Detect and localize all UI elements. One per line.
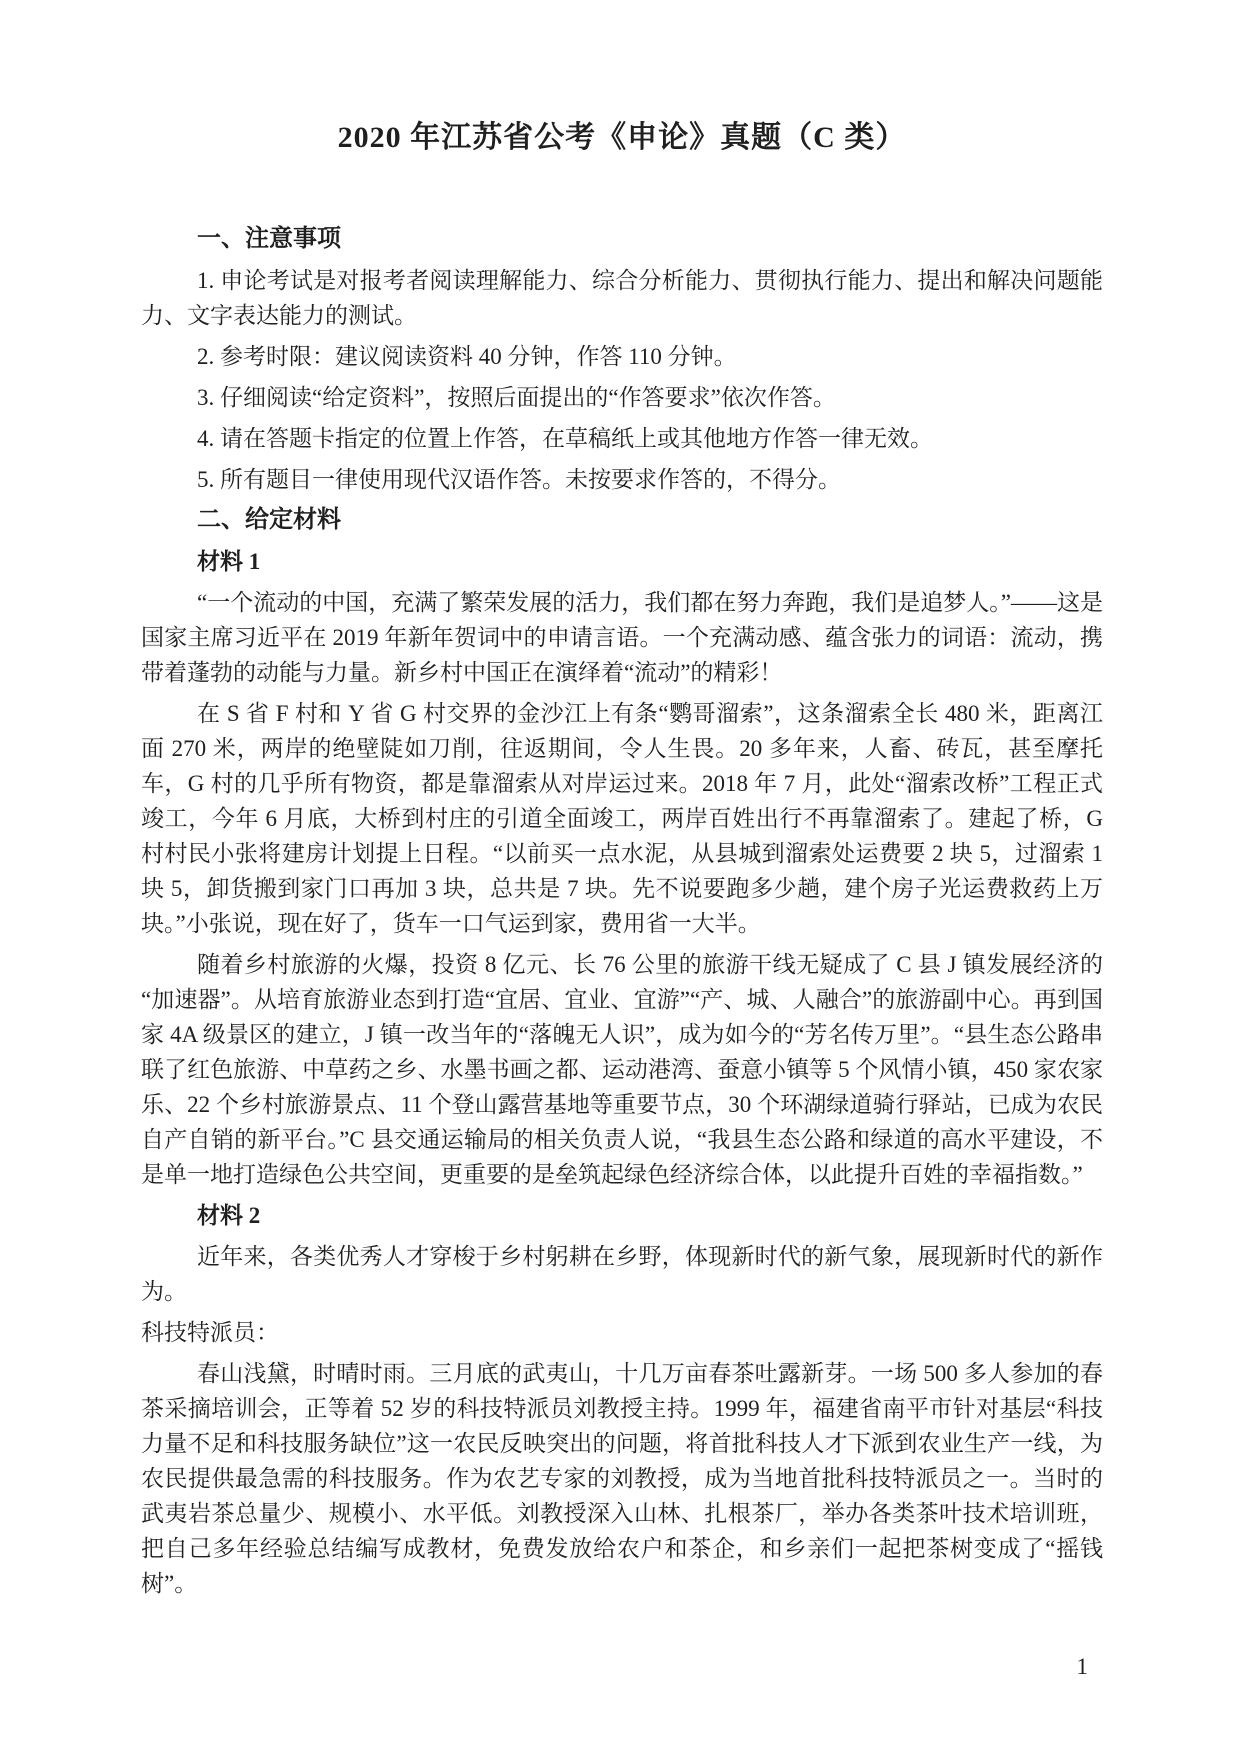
- material1-paragraph-3: 随着乡村旅游的火爆，投资 8 亿元、长 76 公里的旅游干线无疑成了 C 县 J 镇发展经济的“加速器”。从培育旅游业态到打造“宜居、宜业、宜游”“产、城、人融合”的旅游副中心。再到国家 4A 级景区的建立，J 镇一改当年的“落魄无人识”，成为如今的“芳名传万里”。“县生态公路串联了红色旅游、中草药之乡、水墨书画之都、运动港湾、蚕意小镇等 5 个风情小镇，450 家农家乐、22 个乡村旅游景点、11 个登山露营基地等重要节点，30 个环湖绿道骑行驿站，已成为农民自产自销的新平台。”C 县交通运输局的相关负责人说，“我县生态公路和绿道的高水平建设，不是单一地打造绿色公共空间，更重要的是垒筑起绿色经济综合体，以此提升百姓的幸福指数。”: [141, 952, 1103, 1187]
- materials-heading: 二、给定材料: [197, 507, 341, 533]
- material2-paragraph-1: 春山浅黛，时晴时雨。三月底的武夷山，十几万亩春茶吐露新芽。一场 500 多人参加的春茶采摘培训会，正等着 52 岁的科技特派员刘教授主持。1999 年，福建省南平市针对基层“科技力量不足和科技服务缺位”这一农民反映突出的问题，将首批科技人才下派到农业生产一线，为农民提供最急需的科技服务。作为农艺专家的刘教授，成为当地首批科技特派员之一。当时的武夷岩茶总量少、规模小、水平低。刘教授深入山林、扎根茶厂，举办各类茶叶技术培训班，把自己多年经验总结编写成教材，免费发放给农户和茶企，和乡亲们一起把茶树变成了“摇钱树”。: [141, 1361, 1103, 1596]
- notice-item-1: 1. 申论考试是对报考者阅读理解能力、综合分析能力、贯彻执行能力、提出和解决问题能力、文字表达能力的测试。: [141, 268, 1103, 328]
- material1-heading: 材料 1: [197, 549, 261, 574]
- material2-intro: 近年来，各类优秀人才穿梭于乡村躬耕在乡野，体现新时代的新气象，展现新时代的新作为。: [141, 1244, 1103, 1304]
- page-number: 1: [1076, 1654, 1088, 1679]
- notice-item-4: 4. 请在答题卡指定的位置上作答，在草稿纸上或其他地方作答一律无效。: [197, 426, 933, 451]
- notice-item-5: 5. 所有题目一律使用现代汉语作答。未按要求作答的，不得分。: [197, 467, 841, 492]
- material2-label: 科技特派员：: [141, 1320, 279, 1345]
- material1-paragraph-2: 在 S 省 F 村和 Y 省 G 村交界的金沙江上有条“鹦哥溜索”，这条溜索全长 480 米，距离江面 270 米，两岸的绝壁陡如刀削，往返期间，令人生畏。20 多年来，人畜、砖瓦，甚至摩托车，G 村的几乎所有物资，都是靠溜索从对岸运过来。2018 年 7 月，此处“溜索改桥”工程正式竣工，今年 6 月底，大桥到村庄的引道全面竣工，两岸百姓出行不再靠溜索了。建起了桥，G 村村民小张将建房计划提上日程。“以前买一点水泥，从县城到溜索处运费要 2 块 5，过溜索 1 块 5，卸货搬到家门口再加 3 块，总共是 7 块。先不说要跑多少趟，建个房子光运费救药上万块。”小张说，现在好了，货车一口气运到家，费用省一大半。: [141, 701, 1103, 936]
- material2-heading: 材料 2: [197, 1203, 261, 1228]
- document-title: 2020 年江苏省公考《申论》真题（C 类）: [337, 121, 907, 154]
- notice-heading: 一、注意事项: [197, 226, 341, 252]
- notice-item-3: 3. 仔细阅读“给定资料”，按照后面提出的“作答要求”依次作答。: [197, 385, 836, 410]
- document-content: [141, 116, 1103, 1607]
- notice-item-2: 2. 参考时限：建议阅读资料 40 分钟，作答 110 分钟。: [197, 344, 737, 369]
- material1-paragraph-1: “一个流动的中国，充满了繁荣发展的活力，我们都在努力奔跑，我们是追梦人。”——这是国家主席习近平在 2019 年新年贺词中的申请言语。一个充满动感、蕴含张力的词语：流动，携带着蓬勃的动能与力量。新乡村中国正在演绎着“流动”的精彩！: [141, 590, 1103, 685]
